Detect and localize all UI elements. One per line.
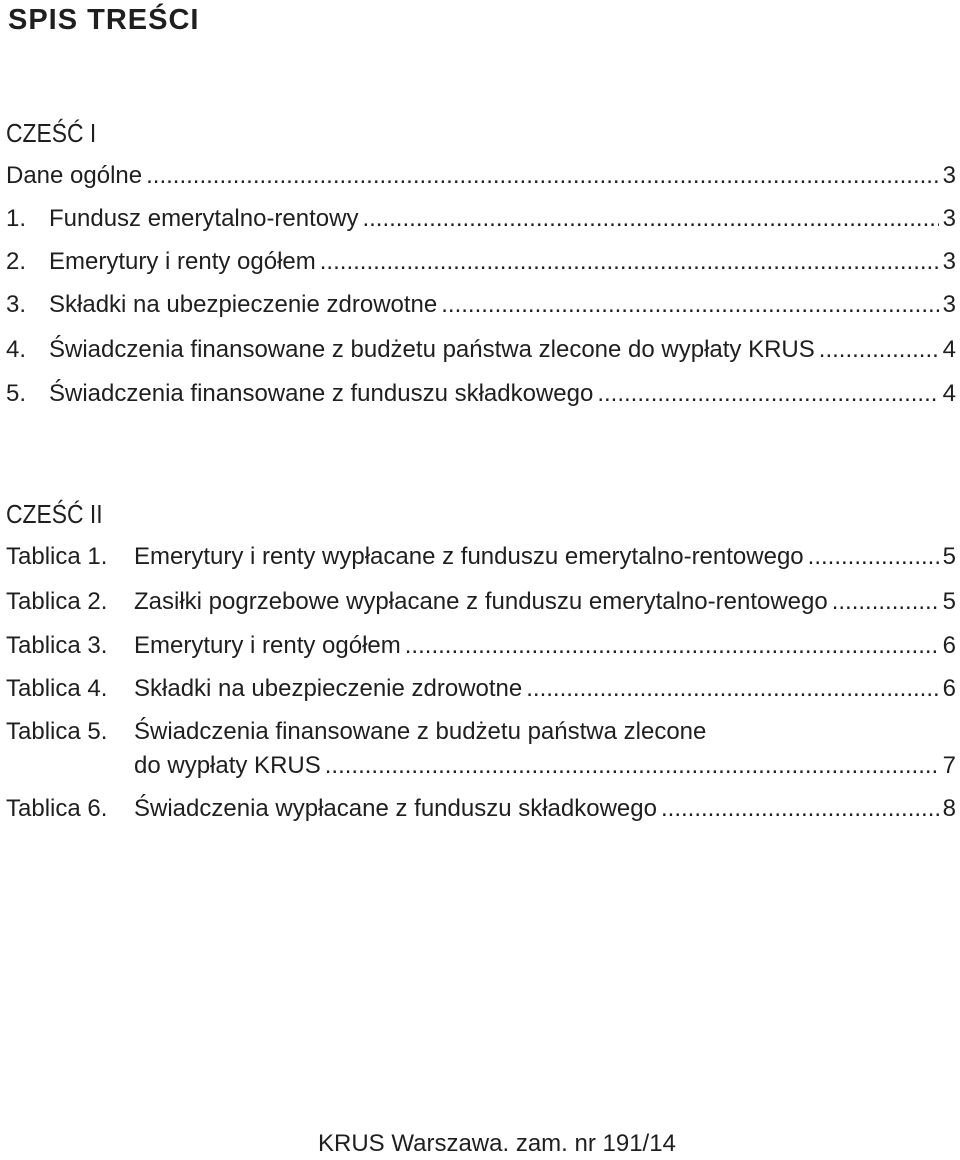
dot-leader bbox=[832, 586, 939, 618]
dot-leader bbox=[597, 378, 938, 410]
dot-leader bbox=[819, 334, 939, 366]
toc-entry-text: do wypłaty KRUS bbox=[134, 752, 321, 779]
toc-entry-number: Tablica 3. bbox=[6, 632, 108, 659]
toc-entry-page: 6 bbox=[942, 675, 956, 702]
toc-entry-number: 4. bbox=[6, 336, 27, 363]
toc-entry-page: 3 bbox=[942, 291, 956, 318]
toc-entry-text: Emerytury i renty ogółem bbox=[49, 248, 316, 275]
dot-leader bbox=[405, 630, 939, 662]
toc-entry[interactable] bbox=[6, 750, 956, 782]
toc-entry-page: 3 bbox=[942, 162, 956, 189]
toc-entry-text: Emerytury i renty wypłacane z funduszu emerytalno-rentowego bbox=[134, 543, 804, 570]
toc-entry[interactable] bbox=[6, 203, 956, 235]
toc-entry-text: Zasiłki pogrzebowe wypłacane z funduszu emerytalno-rentowego bbox=[134, 588, 828, 615]
toc-entry-text: Składki na ubezpieczenie zdrowotne bbox=[134, 675, 523, 702]
dot-leader bbox=[661, 793, 939, 825]
toc-entry[interactable] bbox=[6, 160, 956, 192]
toc-entry-page: 7 bbox=[942, 752, 956, 779]
dot-leader bbox=[146, 160, 939, 192]
dot-leader bbox=[526, 673, 938, 705]
toc-entry-number: Tablica 5. bbox=[6, 718, 108, 745]
toc-entry-number: Tablica 1. bbox=[6, 543, 108, 570]
toc-entry[interactable] bbox=[6, 378, 956, 410]
toc-entry[interactable] bbox=[6, 246, 956, 278]
toc-entry-text: Składki na ubezpieczenie zdrowotne bbox=[49, 291, 438, 318]
toc-entry-page: 3 bbox=[942, 205, 956, 232]
footer-print-info: KRUS Warszawa. zam. nr 191/14 bbox=[318, 1130, 676, 1157]
toc-entry-number: Tablica 6. bbox=[6, 795, 108, 822]
toc-entry-page: 4 bbox=[942, 380, 956, 407]
toc-entry-text: Świadczenia wypłacane z funduszu składkowego bbox=[134, 795, 657, 822]
toc-entry-text: Świadczenia finansowane z budżetu państwa zlecone do wypłaty KRUS bbox=[49, 336, 815, 363]
toc-entry[interactable] bbox=[6, 334, 956, 366]
document-title: SPIS TREŚCI bbox=[8, 4, 200, 36]
toc-entry[interactable] bbox=[6, 630, 956, 662]
toc-entry-text: Emerytury i renty ogółem bbox=[134, 632, 401, 659]
part-1-heading: CZEŚĆ I bbox=[6, 118, 97, 148]
toc-entry-number: 1. bbox=[6, 205, 27, 232]
dot-leader bbox=[808, 541, 939, 573]
toc-entry-number: 2. bbox=[6, 248, 27, 275]
toc-entry-number: Tablica 2. bbox=[6, 588, 108, 615]
toc-entry-page: 5 bbox=[942, 543, 956, 570]
toc-entry-page: 4 bbox=[942, 336, 956, 363]
dot-leader bbox=[325, 750, 939, 782]
dot-leader bbox=[320, 246, 939, 278]
toc-entry-text: Fundusz emerytalno-rentowy bbox=[49, 205, 359, 232]
toc-entry-page: 5 bbox=[942, 588, 956, 615]
toc-entry-number: 3. bbox=[6, 291, 27, 318]
toc-entry[interactable] bbox=[6, 289, 956, 321]
dot-leader bbox=[441, 289, 938, 321]
toc-entry-text-line-1: Świadczenia finansowane z budżetu państwa zlecone bbox=[134, 718, 707, 745]
part-2-heading: CZEŚĆ II bbox=[6, 499, 103, 529]
toc-entry-page: 3 bbox=[942, 248, 956, 275]
toc-entry-number: Tablica 4. bbox=[6, 675, 108, 702]
toc-entry-page: 6 bbox=[942, 632, 956, 659]
toc-entry[interactable] bbox=[6, 541, 956, 573]
toc-entry-page: 8 bbox=[942, 795, 956, 822]
toc-entry[interactable] bbox=[6, 793, 956, 825]
toc-entry-text: Dane ogólne bbox=[6, 162, 143, 189]
toc-entry[interactable] bbox=[6, 673, 956, 705]
dot-leader bbox=[362, 203, 938, 235]
toc-entry-multiline-first[interactable] bbox=[6, 716, 956, 748]
toc-entry[interactable] bbox=[6, 586, 956, 618]
toc-entry-text: Świadczenia finansowane z funduszu składkowego bbox=[49, 380, 594, 407]
toc-entry-number: 5. bbox=[6, 380, 27, 407]
